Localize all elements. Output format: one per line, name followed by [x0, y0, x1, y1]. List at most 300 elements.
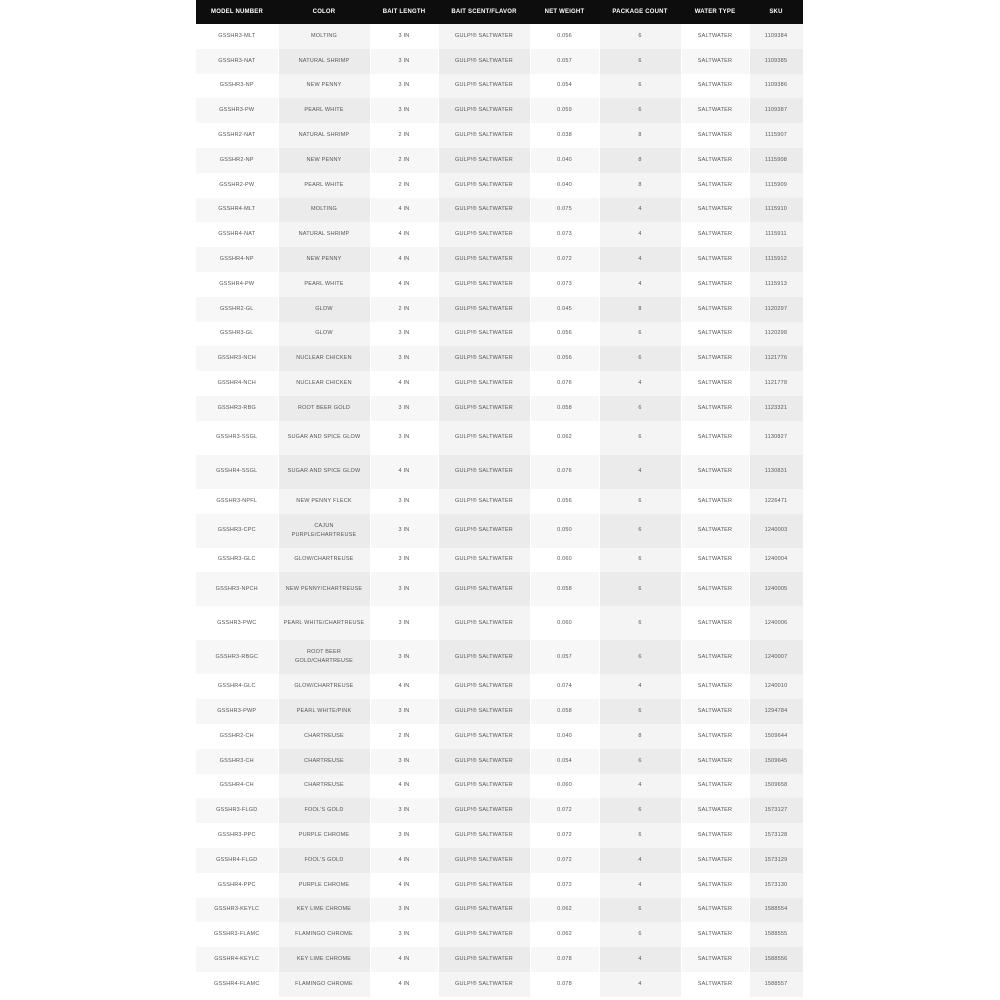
package-count-cell: 6	[599, 898, 681, 923]
table-row	[196, 148, 803, 173]
bait-scent-cell: GULP!® SALTWATER	[438, 774, 530, 799]
water-type-cell: SALTWATER	[681, 724, 749, 749]
table-row	[196, 198, 803, 223]
color-cell: KEY LIME CHROME	[278, 947, 370, 972]
table-row	[196, 749, 803, 774]
model-number-cell: GSSHR3-FLGD	[196, 798, 278, 823]
color-cell: NEW PENNY	[278, 247, 370, 272]
sku-cell: 1240010	[749, 674, 803, 699]
water-type-cell: SALTWATER	[681, 371, 749, 396]
sku-cell: 1120297	[749, 297, 803, 322]
sku-cell: 1509658	[749, 774, 803, 799]
model-number-cell: GSSHR4-FLAMC	[196, 972, 278, 997]
model-number-cell: GSSHR3-KEYLC	[196, 898, 278, 923]
net-weight-cell: 0.072	[530, 848, 599, 873]
model-number-cell: GSSHR3-NCH	[196, 346, 278, 371]
net-weight-cell: 0.072	[530, 798, 599, 823]
color-cell: PEARL WHITE	[278, 98, 370, 123]
package-count-cell: 4	[599, 848, 681, 873]
table-row	[196, 724, 803, 749]
bait-scent-cell: GULP!® SALTWATER	[438, 24, 530, 49]
sku-cell: 1240003	[749, 514, 803, 548]
table-row	[196, 222, 803, 247]
bait-scent-cell: GULP!® SALTWATER	[438, 749, 530, 774]
package-count-cell: 4	[599, 371, 681, 396]
bait-scent-cell: GULP!® SALTWATER	[438, 606, 530, 640]
water-type-cell: SALTWATER	[681, 272, 749, 297]
net-weight-cell: 0.062	[530, 922, 599, 947]
package-count-cell: 4	[599, 774, 681, 799]
water-type-cell: SALTWATER	[681, 922, 749, 947]
net-weight-cell: 0.078	[530, 947, 599, 972]
table-row	[196, 898, 803, 923]
bait-length-cell: 4 IN	[370, 848, 438, 873]
table-row	[196, 823, 803, 848]
sku-cell: 1109386	[749, 74, 803, 99]
model-number-cell: GSSHR3-MLT	[196, 24, 278, 49]
bait-length-cell: 3 IN	[370, 922, 438, 947]
water-type-cell: SALTWATER	[681, 455, 749, 489]
sku-cell: 1121778	[749, 371, 803, 396]
model-number-cell: GSSHR3-RBGC	[196, 640, 278, 674]
bait-scent-cell: GULP!® SALTWATER	[438, 489, 530, 514]
color-cell: PEARL WHITE/CHARTREUSE	[278, 606, 370, 640]
model-number-cell: GSSHR2-NP	[196, 148, 278, 173]
bait-length-cell: 3 IN	[370, 572, 438, 606]
sku-cell: 1509644	[749, 724, 803, 749]
sku-cell: 1240005	[749, 572, 803, 606]
table-row	[196, 674, 803, 699]
water-type-cell: SALTWATER	[681, 297, 749, 322]
color-cell: CHARTREUSE	[278, 749, 370, 774]
color-cell: NATURAL SHRIMP	[278, 123, 370, 148]
net-weight-cell: 0.073	[530, 272, 599, 297]
table-row	[196, 514, 803, 548]
bait-scent-cell: GULP!® SALTWATER	[438, 640, 530, 674]
model-number-cell: GSSHR2-PW	[196, 173, 278, 198]
model-number-cell: GSSHR4-KEYLC	[196, 947, 278, 972]
bait-scent-cell: GULP!® SALTWATER	[438, 699, 530, 724]
color-cell: CAJUN PURPLE/CHARTREUSE	[278, 514, 370, 548]
water-type-cell: SALTWATER	[681, 749, 749, 774]
model-number-cell: GSSHR2-CH	[196, 724, 278, 749]
bait-length-cell: 3 IN	[370, 24, 438, 49]
net-weight-cell: 0.057	[530, 49, 599, 74]
package-count-cell: 6	[599, 606, 681, 640]
package-count-cell: 4	[599, 222, 681, 247]
color-cell: NATURAL SHRIMP	[278, 49, 370, 74]
sku-cell: 1588554	[749, 898, 803, 923]
table-body	[196, 24, 803, 997]
water-type-cell: SALTWATER	[681, 396, 749, 421]
bait-length-cell: 4 IN	[370, 272, 438, 297]
bait-scent-cell: GULP!® SALTWATER	[438, 798, 530, 823]
bait-scent-cell: GULP!® SALTWATER	[438, 297, 530, 322]
header-net-weight: NET WEIGHT	[530, 0, 599, 24]
sku-cell: 1588556	[749, 947, 803, 972]
sku-cell: 1573127	[749, 798, 803, 823]
bait-length-cell: 2 IN	[370, 123, 438, 148]
color-cell: PEARL WHITE	[278, 173, 370, 198]
net-weight-cell: 0.058	[530, 396, 599, 421]
bait-scent-cell: GULP!® SALTWATER	[438, 346, 530, 371]
color-cell: MOLTING	[278, 198, 370, 223]
color-cell: NUCLEAR CHICKEN	[278, 371, 370, 396]
bait-length-cell: 3 IN	[370, 98, 438, 123]
sku-cell: 1109384	[749, 24, 803, 49]
color-cell: SUGAR AND SPICE GLOW	[278, 455, 370, 489]
sku-cell: 1115908	[749, 148, 803, 173]
bait-length-cell: 3 IN	[370, 798, 438, 823]
color-cell: PEARL WHITE/PINK	[278, 699, 370, 724]
net-weight-cell: 0.075	[530, 198, 599, 223]
table-row	[196, 247, 803, 272]
package-count-cell: 6	[599, 49, 681, 74]
model-number-cell: GSSHR4-FLGD	[196, 848, 278, 873]
package-count-cell: 8	[599, 724, 681, 749]
water-type-cell: SALTWATER	[681, 674, 749, 699]
net-weight-cell: 0.056	[530, 322, 599, 347]
bait-scent-cell: GULP!® SALTWATER	[438, 972, 530, 997]
bait-scent-cell: GULP!® SALTWATER	[438, 49, 530, 74]
model-number-cell: GSSHR3-RBG	[196, 396, 278, 421]
bait-scent-cell: GULP!® SALTWATER	[438, 922, 530, 947]
sku-cell: 1588555	[749, 922, 803, 947]
table-row	[196, 272, 803, 297]
bait-length-cell: 3 IN	[370, 396, 438, 421]
bait-length-cell: 4 IN	[370, 674, 438, 699]
package-count-cell: 4	[599, 674, 681, 699]
color-cell: NEW PENNY/CHARTREUSE	[278, 572, 370, 606]
package-count-cell: 6	[599, 322, 681, 347]
bait-length-cell: 4 IN	[370, 774, 438, 799]
water-type-cell: SALTWATER	[681, 699, 749, 724]
package-count-cell: 6	[599, 823, 681, 848]
bait-scent-cell: GULP!® SALTWATER	[438, 455, 530, 489]
water-type-cell: SALTWATER	[681, 514, 749, 548]
water-type-cell: SALTWATER	[681, 98, 749, 123]
net-weight-cell: 0.059	[530, 98, 599, 123]
bait-scent-cell: GULP!® SALTWATER	[438, 724, 530, 749]
bait-length-cell: 3 IN	[370, 548, 438, 573]
net-weight-cell: 0.057	[530, 640, 599, 674]
bait-scent-cell: GULP!® SALTWATER	[438, 823, 530, 848]
bait-length-cell: 3 IN	[370, 749, 438, 774]
package-count-cell: 6	[599, 489, 681, 514]
water-type-cell: SALTWATER	[681, 74, 749, 99]
net-weight-cell: 0.060	[530, 606, 599, 640]
model-number-cell: GSSHR3-CH	[196, 749, 278, 774]
package-count-cell: 8	[599, 148, 681, 173]
water-type-cell: SALTWATER	[681, 898, 749, 923]
color-cell: NUCLEAR CHICKEN	[278, 346, 370, 371]
package-count-cell: 6	[599, 24, 681, 49]
sku-cell: 1130827	[749, 421, 803, 455]
net-weight-cell: 0.062	[530, 898, 599, 923]
table-row	[196, 873, 803, 898]
model-number-cell: GSSHR4-NCH	[196, 371, 278, 396]
bait-length-cell: 3 IN	[370, 514, 438, 548]
color-cell: NATURAL SHRIMP	[278, 222, 370, 247]
sku-cell: 1573128	[749, 823, 803, 848]
header-bait-scent-flavor: BAIT SCENT/FLAVOR	[438, 0, 530, 24]
table-row	[196, 123, 803, 148]
water-type-cell: SALTWATER	[681, 49, 749, 74]
net-weight-cell: 0.060	[530, 774, 599, 799]
table-row	[196, 346, 803, 371]
net-weight-cell: 0.060	[530, 548, 599, 573]
model-number-cell: GSSHR3-NAT	[196, 49, 278, 74]
model-number-cell: GSSHR3-NPCH	[196, 572, 278, 606]
bait-scent-cell: GULP!® SALTWATER	[438, 322, 530, 347]
model-number-cell: GSSHR4-GLC	[196, 674, 278, 699]
sku-cell: 1115912	[749, 247, 803, 272]
model-number-cell: GSSHR3-GLC	[196, 548, 278, 573]
bait-scent-cell: GULP!® SALTWATER	[438, 572, 530, 606]
sku-cell: 1109385	[749, 49, 803, 74]
bait-length-cell: 3 IN	[370, 49, 438, 74]
sku-cell: 1109387	[749, 98, 803, 123]
sku-cell: 1123321	[749, 396, 803, 421]
package-count-cell: 6	[599, 346, 681, 371]
package-count-cell: 4	[599, 972, 681, 997]
model-number-cell: GSSHR4-NP	[196, 247, 278, 272]
net-weight-cell: 0.040	[530, 724, 599, 749]
sku-cell: 1120298	[749, 322, 803, 347]
net-weight-cell: 0.056	[530, 489, 599, 514]
water-type-cell: SALTWATER	[681, 640, 749, 674]
table-row	[196, 24, 803, 49]
sku-cell: 1115910	[749, 198, 803, 223]
bait-length-cell: 3 IN	[370, 74, 438, 99]
model-number-cell: GSSHR3-PWC	[196, 606, 278, 640]
color-cell: FLAMINGO CHROME	[278, 922, 370, 947]
water-type-cell: SALTWATER	[681, 198, 749, 223]
table-row	[196, 640, 803, 674]
sku-cell: 1240007	[749, 640, 803, 674]
net-weight-cell: 0.050	[530, 514, 599, 548]
package-count-cell: 8	[599, 297, 681, 322]
bait-length-cell: 2 IN	[370, 724, 438, 749]
model-number-cell: GSSHR3-PPC	[196, 823, 278, 848]
water-type-cell: SALTWATER	[681, 24, 749, 49]
package-count-cell: 4	[599, 272, 681, 297]
header-model-number: MODEL NUMBER	[196, 0, 278, 24]
color-cell: NEW PENNY	[278, 148, 370, 173]
bait-scent-cell: GULP!® SALTWATER	[438, 421, 530, 455]
sku-cell: 1588557	[749, 972, 803, 997]
water-type-cell: SALTWATER	[681, 572, 749, 606]
water-type-cell: SALTWATER	[681, 346, 749, 371]
bait-scent-cell: GULP!® SALTWATER	[438, 148, 530, 173]
sku-cell: 1573129	[749, 848, 803, 873]
table-row	[196, 972, 803, 997]
color-cell: ROOT BEER GOLD/CHARTREUSE	[278, 640, 370, 674]
model-number-cell: GSSHR4-PPC	[196, 873, 278, 898]
sku-cell: 1121776	[749, 346, 803, 371]
bait-scent-cell: GULP!® SALTWATER	[438, 272, 530, 297]
water-type-cell: SALTWATER	[681, 972, 749, 997]
bait-scent-cell: GULP!® SALTWATER	[438, 873, 530, 898]
bait-length-cell: 3 IN	[370, 606, 438, 640]
package-count-cell: 8	[599, 123, 681, 148]
net-weight-cell: 0.056	[530, 346, 599, 371]
header-row	[196, 0, 803, 24]
model-number-cell: GSSHR2-NAT	[196, 123, 278, 148]
water-type-cell: SALTWATER	[681, 247, 749, 272]
water-type-cell: SALTWATER	[681, 148, 749, 173]
sku-cell: 1130831	[749, 455, 803, 489]
bait-scent-cell: GULP!® SALTWATER	[438, 123, 530, 148]
bait-length-cell: 3 IN	[370, 699, 438, 724]
color-cell: NEW PENNY FLECK	[278, 489, 370, 514]
package-count-cell: 6	[599, 74, 681, 99]
header-sku: SKU	[749, 0, 803, 24]
color-cell: GLOW	[278, 322, 370, 347]
color-cell: GLOW	[278, 297, 370, 322]
net-weight-cell: 0.038	[530, 123, 599, 148]
package-count-cell: 6	[599, 396, 681, 421]
color-cell: MOLTING	[278, 24, 370, 49]
package-count-cell: 4	[599, 247, 681, 272]
color-cell: SUGAR AND SPICE GLOW	[278, 421, 370, 455]
model-number-cell: GSSHR4-SSGL	[196, 455, 278, 489]
model-number-cell: GSSHR3-FLAMC	[196, 922, 278, 947]
table-row	[196, 548, 803, 573]
bait-length-cell: 3 IN	[370, 421, 438, 455]
model-number-cell: GSSHR3-SSGL	[196, 421, 278, 455]
table-row	[196, 322, 803, 347]
bait-scent-cell: GULP!® SALTWATER	[438, 222, 530, 247]
package-count-cell: 6	[599, 798, 681, 823]
bait-scent-cell: GULP!® SALTWATER	[438, 247, 530, 272]
package-count-cell: 6	[599, 98, 681, 123]
table-row	[196, 49, 803, 74]
color-cell: FLAMINGO CHROME	[278, 972, 370, 997]
bait-scent-cell: GULP!® SALTWATER	[438, 848, 530, 873]
bait-length-cell: 2 IN	[370, 173, 438, 198]
bait-scent-cell: GULP!® SALTWATER	[438, 947, 530, 972]
model-number-cell: GSSHR3-CPC	[196, 514, 278, 548]
water-type-cell: SALTWATER	[681, 222, 749, 247]
bait-length-cell: 4 IN	[370, 947, 438, 972]
bait-scent-cell: GULP!® SALTWATER	[438, 514, 530, 548]
net-weight-cell: 0.073	[530, 222, 599, 247]
package-count-cell: 4	[599, 455, 681, 489]
bait-scent-cell: GULP!® SALTWATER	[438, 548, 530, 573]
bait-length-cell: 4 IN	[370, 455, 438, 489]
table-row	[196, 74, 803, 99]
color-cell: PURPLE CHROME	[278, 873, 370, 898]
table-row	[196, 922, 803, 947]
bait-length-cell: 4 IN	[370, 972, 438, 997]
table-row	[196, 572, 803, 606]
package-count-cell: 6	[599, 640, 681, 674]
sku-cell: 1226471	[749, 489, 803, 514]
model-number-cell: GSSHR3-PW	[196, 98, 278, 123]
bait-scent-cell: GULP!® SALTWATER	[438, 173, 530, 198]
water-type-cell: SALTWATER	[681, 606, 749, 640]
net-weight-cell: 0.072	[530, 247, 599, 272]
header-color: COLOR	[278, 0, 370, 24]
package-count-cell: 6	[599, 572, 681, 606]
net-weight-cell: 0.072	[530, 823, 599, 848]
bait-length-cell: 3 IN	[370, 489, 438, 514]
net-weight-cell: 0.058	[530, 572, 599, 606]
net-weight-cell: 0.076	[530, 455, 599, 489]
sku-cell: 1509645	[749, 749, 803, 774]
water-type-cell: SALTWATER	[681, 123, 749, 148]
water-type-cell: SALTWATER	[681, 947, 749, 972]
table-row	[196, 699, 803, 724]
table-row	[196, 798, 803, 823]
bait-scent-cell: GULP!® SALTWATER	[438, 74, 530, 99]
table-row	[196, 947, 803, 972]
table-row	[196, 98, 803, 123]
header-water-type: WATER TYPE	[681, 0, 749, 24]
net-weight-cell: 0.054	[530, 74, 599, 99]
table-row	[196, 489, 803, 514]
bait-length-cell: 3 IN	[370, 898, 438, 923]
sku-cell: 1115907	[749, 123, 803, 148]
net-weight-cell: 0.076	[530, 371, 599, 396]
bait-length-cell: 4 IN	[370, 873, 438, 898]
table-row	[196, 421, 803, 455]
sku-cell: 1115913	[749, 272, 803, 297]
bait-length-cell: 4 IN	[370, 371, 438, 396]
color-cell: CHARTREUSE	[278, 724, 370, 749]
bait-scent-cell: GULP!® SALTWATER	[438, 674, 530, 699]
net-weight-cell: 0.056	[530, 24, 599, 49]
bait-length-cell: 3 IN	[370, 346, 438, 371]
table-row	[196, 455, 803, 489]
model-number-cell: GSSHR4-CH	[196, 774, 278, 799]
package-count-cell: 8	[599, 173, 681, 198]
package-count-cell: 4	[599, 873, 681, 898]
bait-scent-cell: GULP!® SALTWATER	[438, 371, 530, 396]
table-row	[196, 606, 803, 640]
sku-cell: 1240006	[749, 606, 803, 640]
sku-cell: 1294784	[749, 699, 803, 724]
bait-length-cell: 4 IN	[370, 247, 438, 272]
package-count-cell: 6	[599, 421, 681, 455]
table-row	[196, 173, 803, 198]
bait-length-cell: 2 IN	[370, 297, 438, 322]
bait-length-cell: 3 IN	[370, 823, 438, 848]
color-cell: GLOW/CHARTREUSE	[278, 674, 370, 699]
header-bait-length: BAIT LENGTH	[370, 0, 438, 24]
color-cell: PURPLE CHROME	[278, 823, 370, 848]
net-weight-cell: 0.040	[530, 173, 599, 198]
package-count-cell: 6	[599, 548, 681, 573]
sku-cell: 1115909	[749, 173, 803, 198]
bait-scent-cell: GULP!® SALTWATER	[438, 396, 530, 421]
bait-length-cell: 2 IN	[370, 148, 438, 173]
color-cell: ROOT BEER GOLD	[278, 396, 370, 421]
package-count-cell: 4	[599, 947, 681, 972]
water-type-cell: SALTWATER	[681, 848, 749, 873]
bait-length-cell: 4 IN	[370, 198, 438, 223]
model-number-cell: GSSHR4-PW	[196, 272, 278, 297]
color-cell: CHARTREUSE	[278, 774, 370, 799]
sku-cell: 1115911	[749, 222, 803, 247]
header-package-count: PACKAGE COUNT	[599, 0, 681, 24]
bait-length-cell: 3 IN	[370, 322, 438, 347]
color-cell: FOOL'S GOLD	[278, 798, 370, 823]
table-row	[196, 297, 803, 322]
color-cell: KEY LIME CHROME	[278, 898, 370, 923]
water-type-cell: SALTWATER	[681, 489, 749, 514]
